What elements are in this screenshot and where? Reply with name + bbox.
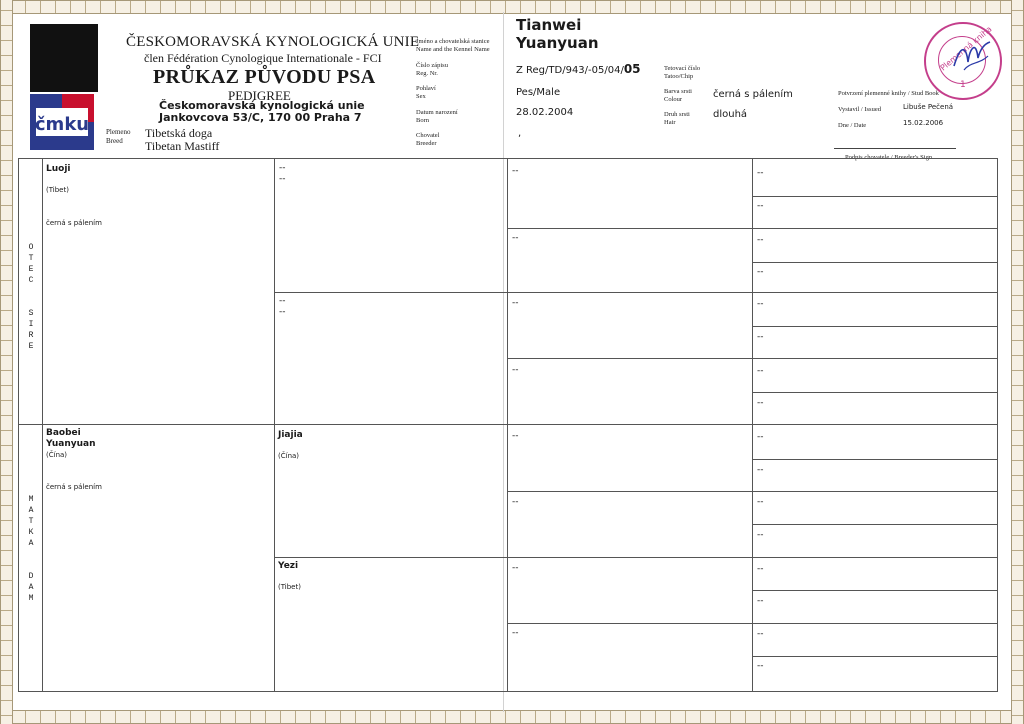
born-label: Datum narození Born [416, 109, 458, 124]
row-line [507, 491, 997, 492]
row-line [507, 228, 997, 229]
row-line [274, 557, 997, 558]
unknown-entry: -- [279, 307, 286, 317]
dam-sire-origin: (Čína) [278, 452, 300, 460]
unknown-entry: -- [757, 432, 764, 442]
sex-label: Pohlaví Sex [416, 85, 436, 100]
breeder-sign-label: Podpis chovatele / Breeder's Sign. [845, 154, 934, 161]
unknown-entry: -- [757, 201, 764, 211]
unknown-entry: -- [757, 332, 764, 342]
sire-origin: (Tibet) [46, 186, 69, 194]
address-line-1: Českomoravská kynologická unie [159, 99, 365, 112]
breed-value: Tibetská doga Tibetan Mastiff [145, 126, 220, 153]
row-line [752, 524, 997, 525]
reg-label: Číslo zápisu Reg. Nr. [416, 62, 448, 77]
unknown-entry: -- [757, 235, 764, 245]
unknown-entry: -- [757, 366, 764, 376]
breeder-value: , [518, 128, 522, 139]
row-line [507, 623, 997, 624]
document-title: PRŮKAZ PŮVODU PSA [153, 66, 376, 88]
organization-name: ČESKOMORAVSKÁ KYNOLOGICKÁ UNIE [126, 34, 420, 50]
svg-text:čmku: čmku [34, 114, 90, 135]
row-line [274, 292, 997, 293]
unknown-entry: -- [512, 563, 519, 573]
unknown-entry: -- [757, 299, 764, 309]
unknown-entry: -- [512, 233, 519, 243]
dam-colour: černá s pálením [46, 483, 102, 491]
dam-sire-entry: Jiajia [278, 430, 303, 440]
row-line [752, 590, 997, 591]
dam-side-label: M A T K A D A M [28, 495, 34, 603]
born-value: 28.02.2004 [516, 107, 574, 118]
row-line [752, 196, 997, 197]
unknown-entry: -- [279, 174, 286, 184]
dam-dam-entry: Yezi [278, 561, 299, 571]
dam-dam-origin: (Tibet) [278, 583, 301, 591]
breeder-label: Chovatel Breeder [416, 132, 440, 147]
row-line [752, 326, 997, 327]
row-line [752, 459, 997, 460]
unknown-entry: -- [512, 166, 519, 176]
unknown-entry: -- [757, 661, 764, 671]
unknown-entry: -- [757, 564, 764, 574]
dog-name: Tianwei Yuanyuan [516, 16, 599, 52]
issued-value: Libuše Pečená [903, 103, 954, 111]
unknown-entry: -- [512, 431, 519, 441]
row-line [752, 656, 997, 657]
sire-colour: černá s pálením [46, 219, 102, 227]
signature-line [834, 148, 956, 149]
unknown-entry: -- [279, 296, 286, 306]
unknown-entry: -- [757, 398, 764, 408]
pedigree-table [18, 158, 998, 692]
row-line [507, 358, 997, 359]
colour-label: Barva srsti Colour [664, 88, 692, 103]
sire-dam-divider [18, 424, 997, 425]
signature-scribble [950, 36, 994, 76]
unknown-entry: -- [757, 168, 764, 178]
issued-label: Vystavil / Issued [838, 106, 881, 113]
date-label: Dne / Date [838, 122, 867, 129]
decorative-border-top [0, 0, 1024, 14]
hair-value: dlouhá [713, 109, 748, 120]
sire-side-label: O T E C S I R E [28, 243, 34, 351]
tattoo-label: Tetovací číslo Tatoo/Chip [664, 65, 701, 80]
document-subtitle: PEDIGREE [228, 88, 291, 103]
unknown-entry: -- [512, 628, 519, 638]
row-line [752, 392, 997, 393]
unknown-entry: -- [512, 298, 519, 308]
redacted-area [30, 24, 98, 92]
row-line [752, 262, 997, 263]
hair-label: Druh srsti Hair [664, 111, 690, 126]
breed-label: Plemeno Breed [106, 128, 131, 145]
cmku-logo [30, 94, 94, 150]
organization-membership: člen Fédération Cynologique Internationale - FCI [144, 51, 382, 65]
unknown-entry: -- [757, 267, 764, 277]
unknown-entry: -- [512, 365, 519, 375]
dam-origin: (Čína) [46, 451, 68, 459]
name-label: Jméno a chovatelská stanice Name and the Kennel Name [416, 38, 490, 53]
unknown-entry: -- [757, 497, 764, 507]
decorative-border-left [0, 0, 13, 724]
unknown-entry: -- [757, 530, 764, 540]
studbook-stamp: Plemenná kniha 1 [924, 22, 1002, 100]
decorative-border-bottom [0, 710, 1024, 724]
unknown-entry: -- [279, 163, 286, 173]
decorative-border-right [1011, 0, 1024, 724]
unknown-entry: -- [757, 596, 764, 606]
date-value: 15.02.2006 [903, 119, 944, 127]
colour-value: černá s pálením [713, 89, 793, 100]
unknown-entry: -- [757, 465, 764, 475]
unknown-entry: -- [512, 497, 519, 507]
unknown-entry: -- [757, 629, 764, 639]
address-line-2: Jankovcova 53/C, 170 00 Praha 7 [159, 111, 362, 124]
reg-number: Z Reg/TD/943/-05/04/05 [516, 62, 641, 76]
sire-entry: Luoji [46, 164, 71, 174]
dam-entry: Baobei Yuanyuan [46, 428, 96, 449]
sex-value: Pes/Male [516, 87, 561, 98]
studbook-label: Potvrzení plemenné knihy / Stud Book [838, 90, 939, 97]
